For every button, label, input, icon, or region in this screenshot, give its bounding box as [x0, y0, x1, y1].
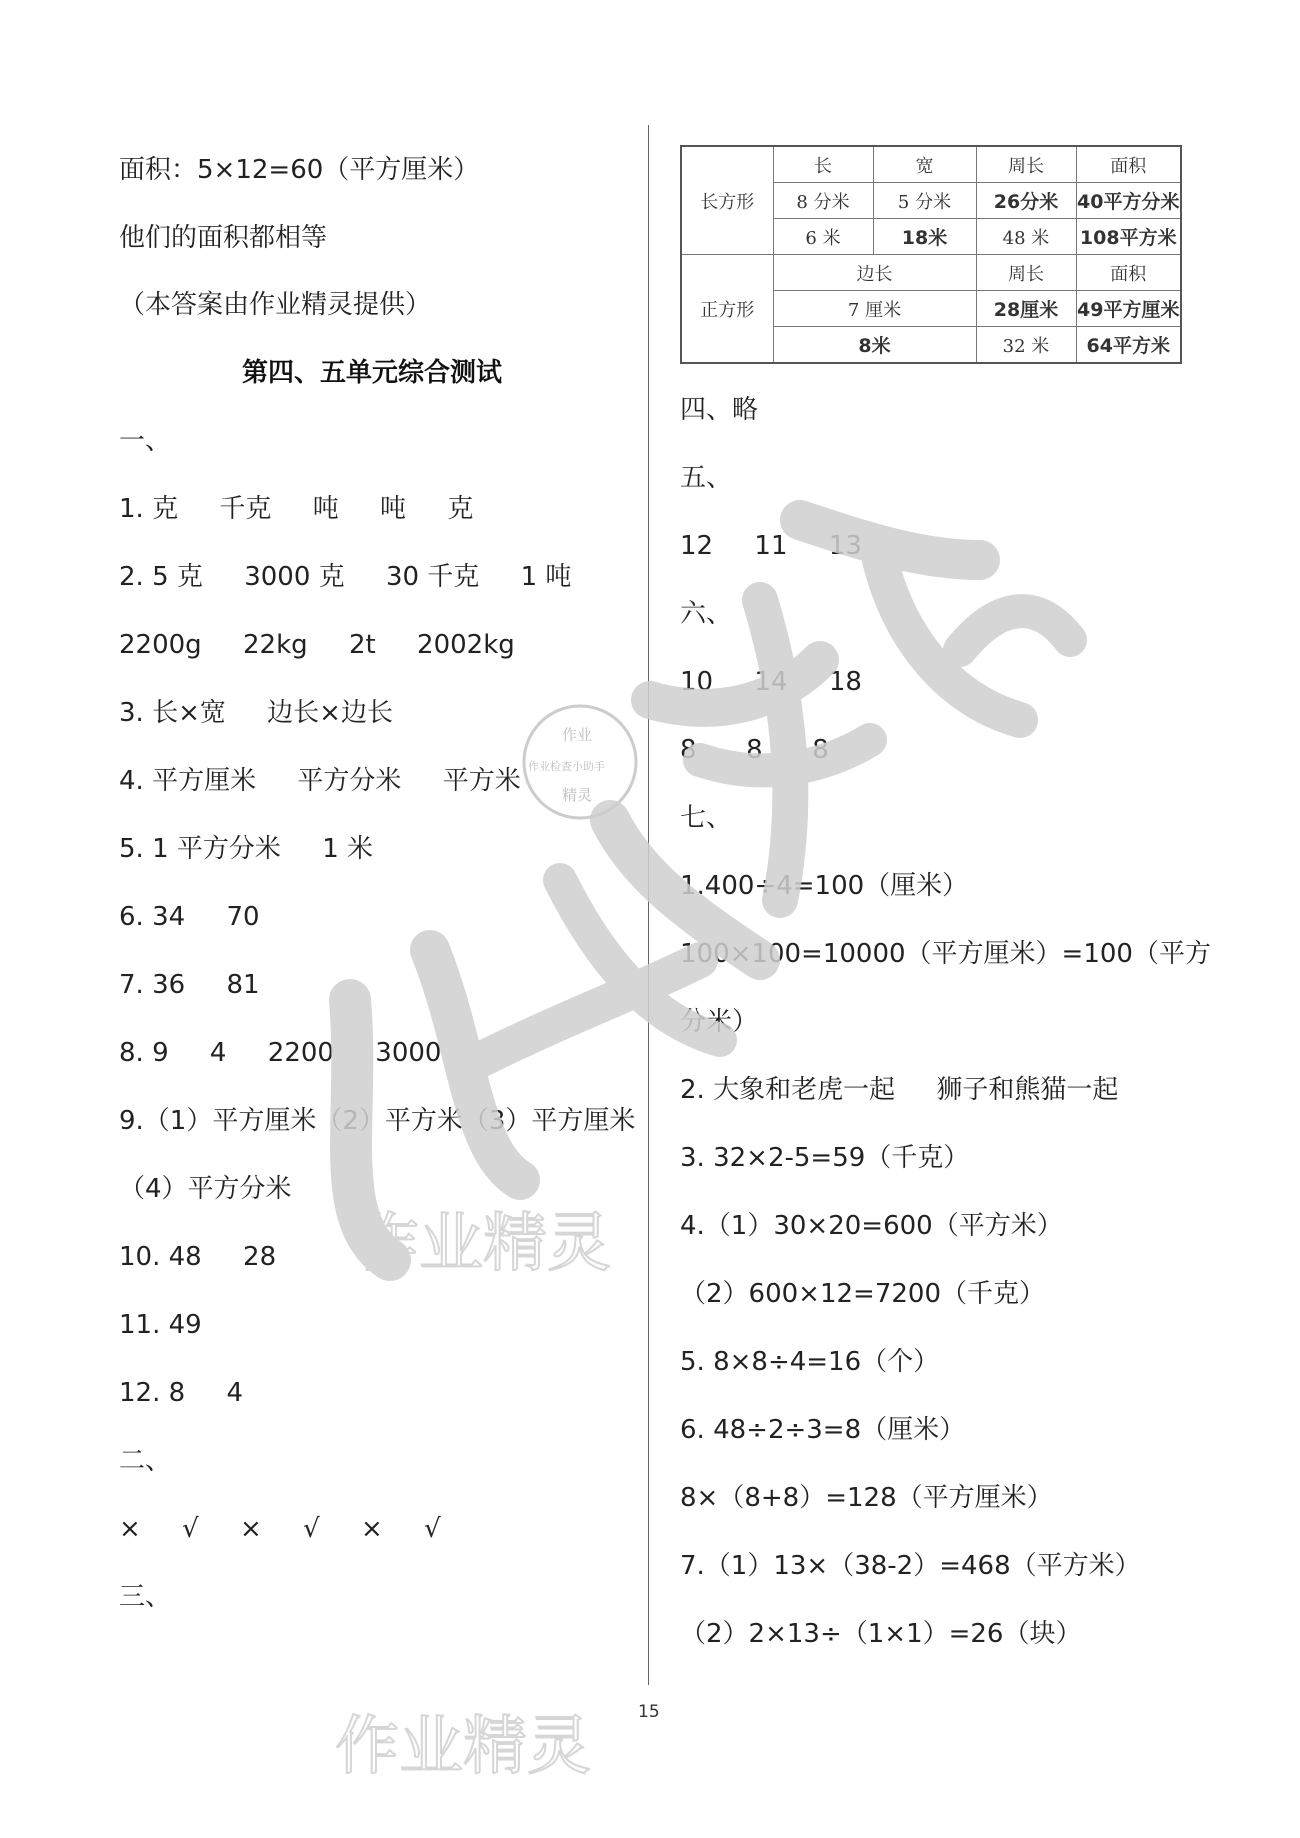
part-three-label: 三、 [119, 1582, 172, 1612]
answer-line: 5. 8×8÷4=16（个） [680, 1347, 940, 1377]
table-cell-answer: 64平方米 [1076, 327, 1181, 364]
seal-mid-text: 作业检查小助手 [528, 760, 605, 773]
table-cell-answer: 18米 [873, 219, 976, 255]
part-one-label: 一、 [119, 426, 172, 456]
table-header: 周长 [976, 255, 1076, 291]
table-cell: 5 分米 [873, 183, 976, 219]
answer-line: （2）2×13÷（1×1）=26（块） [680, 1619, 1082, 1649]
table-header: 周长 [976, 146, 1076, 183]
table-header: 面积 [1076, 146, 1181, 183]
answer-line: 7.（1）13×（38-2）=468（平方米） [680, 1551, 1141, 1581]
table-header: 面积 [1076, 255, 1181, 291]
table-cell-answer: 8米 [773, 327, 976, 364]
table-cell: 7 厘米 [773, 291, 976, 327]
answer-line: 8. 9 4 2200 3000 [119, 1038, 442, 1068]
square-label: 正方形 [681, 255, 773, 364]
answer-line: 10 14 18 [680, 667, 862, 697]
answer-line: 9.（1）平方厘米（2）平方米（3）平方厘米 [119, 1106, 636, 1136]
answer-line: 100×100=10000（平方厘米）=100（平方 [680, 939, 1211, 969]
part-seven-label: 七、 [680, 803, 733, 833]
rect-label: 长方形 [681, 146, 773, 255]
part-four-line: 四、略 [680, 395, 759, 425]
watermark-text-bottom: 作业精灵 [335, 1710, 591, 1784]
table-header: 边长 [773, 255, 976, 291]
answer-line: 2. 大象和老虎一起 狮子和熊猫一起 [680, 1075, 1119, 1105]
table-cell-answer: 26分米 [976, 183, 1076, 219]
table-cell-answer: 28厘米 [976, 291, 1076, 327]
true-false-answers: × √ × √ × √ [119, 1514, 441, 1544]
answer-line: 2. 5 克 3000 克 30 千克 1 吨 [119, 562, 572, 592]
table-cell-answer: 49平方厘米 [1076, 291, 1181, 327]
table-header: 宽 [873, 146, 976, 183]
table-cell: 8 分米 [773, 183, 873, 219]
table-cell-answer: 40平方分米 [1076, 183, 1181, 219]
answer-line: 分米） [680, 1007, 759, 1037]
column-divider [648, 125, 649, 1685]
answer-line: 12. 8 4 [119, 1378, 244, 1408]
answer-line: 7. 36 81 [119, 970, 260, 1000]
answer-line: 10. 48 28 [119, 1242, 277, 1272]
answer-line: 8 8 8 [680, 735, 829, 765]
table-cell: 32 米 [976, 327, 1076, 364]
seal-bottom-text: 精灵 [562, 786, 593, 804]
answer-line: 2200g 22kg 2t 2002kg [119, 630, 515, 660]
answer-line: 1.400÷4=100（厘米） [680, 871, 969, 901]
answer-line: （2）600×12=7200（千克） [680, 1279, 1045, 1309]
answer-line: 8×（8+8）=128（平方厘米） [680, 1483, 1053, 1513]
equal-area-line: 他们的面积都相等 [119, 223, 328, 253]
answer-line: 12 11 13 [680, 531, 862, 561]
rect-square-table [680, 145, 1182, 364]
answer-line: 5. 1 平方分米 1 米 [119, 834, 374, 864]
source-note: （本答案由作业精灵提供） [119, 290, 432, 320]
answer-line: 3. 长×宽 边长×边长 [119, 698, 393, 728]
section-title: 第四、五单元综合测试 [242, 358, 503, 388]
answer-line: 1. 克 千克 吨 吨 克 [119, 494, 474, 524]
part-six-label: 六、 [680, 599, 733, 629]
answer-line: 3. 32×2-5=59（千克） [680, 1143, 970, 1173]
table-cell: 48 米 [976, 219, 1076, 255]
seal-top-text: 作业 [562, 726, 593, 744]
answer-line: 4. 平方厘米 平方分米 平方米 [119, 766, 521, 796]
page-number: 15 [638, 1702, 660, 1722]
answer-line: （4）平方分米 [119, 1174, 292, 1204]
answer-line: 4.（1）30×20=600（平方米） [680, 1211, 1063, 1241]
answer-line: 6. 34 70 [119, 902, 260, 932]
table-cell: 6 米 [773, 219, 873, 255]
area-calc-line: 面积：5×12=60（平方厘米） [119, 155, 480, 185]
part-five-label: 五、 [680, 463, 733, 493]
part-two-label: 二、 [119, 1446, 172, 1476]
table-header: 长 [773, 146, 873, 183]
table-cell-answer: 108平方米 [1076, 219, 1181, 255]
answer-line: 11. 49 [119, 1310, 202, 1340]
watermark-text-middle: 作业精灵 [355, 1207, 611, 1281]
answer-line: 6. 48÷2÷3=8（厘米） [680, 1415, 966, 1445]
